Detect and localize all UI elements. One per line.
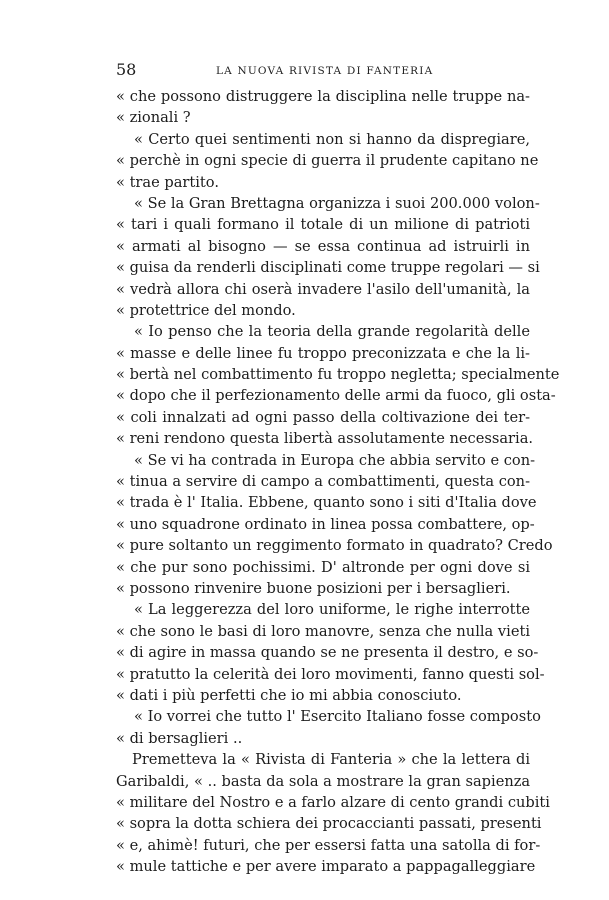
text-line: « vedrà allora chi oserà invadere l'asilo dell'umanità, la xyxy=(116,280,530,298)
text-line: « armati al bisogno — se essa continua ad istruirli in xyxy=(116,237,530,255)
text-line: « che possono distruggere la disciplina nelle truppe na- xyxy=(116,88,530,105)
text-line: « uno squadrone ordinato in linea possa combattere, op- xyxy=(116,515,535,533)
text-line: « Se vi ha contrada in Europa che abbia servito e con- xyxy=(134,451,536,469)
text-line: « e, ahimè! futuri, che per essersi fatta una satolla di for- xyxy=(116,836,541,854)
text-line: « che sono le basi di loro manovre, senza che nulla vieti xyxy=(116,622,530,640)
text-line: « dati i più perfetti che io mi abbia conosciuto. xyxy=(116,686,462,704)
text-line: « tinua a servire di campo a combattimenti, questa con- xyxy=(116,473,530,491)
text-line: Premetteva la « Rivista di Fanteria » che la lettera di xyxy=(132,751,530,769)
text-line: « Io penso che la teoria della grande regolarità delle xyxy=(134,323,530,341)
text-line: « sopra la dotta schiera dei procaccianti passati, presenti xyxy=(116,815,542,833)
text-line: « trada è l' Italia. Ebbene, quanto sono i siti d'Italia dove xyxy=(116,494,537,512)
text-line: « protettrice del mondo. xyxy=(116,301,296,319)
page-number: 58 xyxy=(116,60,137,79)
text-line: « di bersaglieri .. xyxy=(116,729,243,747)
text-line: « coli innalzati ad ogni passo della coltivazione dei ter- xyxy=(116,408,530,426)
text-line: « Se la Gran Brettagna organizza i suoi 200.000 volon- xyxy=(134,194,540,212)
text-line: « di agire in massa quando se ne presenta il destro, e so- xyxy=(116,644,539,662)
text-line: « perchè in ogni specie di guerra il prudente capitano ne xyxy=(116,152,539,170)
text-line: « Certo quei sentimenti non si hanno da dispregiare, xyxy=(134,130,530,148)
text-line: « che pur sono pochissimi. D' altronde per ogni dove si xyxy=(116,558,530,576)
text-line: « guisa da renderli disciplinati come truppe regolari — si xyxy=(116,259,540,277)
text-line: « possono rinvenire buone posizioni per i bersaglieri. xyxy=(116,579,511,597)
text-line: « tari i quali formano il totale di un milione di patrioti xyxy=(116,216,530,234)
text-line: « dopo che il perfezionamento delle armi da fuoco, gli osta- xyxy=(116,387,556,405)
text-line: « reni rendono questa libertà assolutamente necessaria. xyxy=(116,430,534,448)
text-line: « masse e delle linee fu troppo preconizzata e che la li- xyxy=(116,344,530,362)
text-line: « bertà nel combattimento fu troppo negletta; specialmente xyxy=(116,366,560,384)
text-line: « trae partito. xyxy=(116,173,219,191)
text-line: Garibaldi, « .. basta da sola a mostrare la gran sapienza xyxy=(116,772,531,790)
text-line: « pure soltanto un reggimento formato in quadrato? Credo xyxy=(116,537,553,555)
text-line: « Io vorrei che tutto l' Esercito Italiano fosse composto xyxy=(134,708,541,726)
text-line: « pratutto la celerità dei loro movimenti, fanno questi sol- xyxy=(116,665,545,683)
page-header xyxy=(116,58,528,82)
text-line: « La leggerezza del loro uniforme, le righe interrotte xyxy=(134,601,530,619)
text-line: « militare del Nostro e a farlo alzare di cento grandi cubiti xyxy=(116,793,550,811)
text-line: « mule tattiche e per avere imparato a pappagalleggiare xyxy=(116,858,536,876)
body-text xyxy=(116,86,560,877)
running-title: LA NUOVA RIVISTA DI FANTERIA xyxy=(216,65,434,77)
text-line: « zionali ? xyxy=(116,109,191,127)
